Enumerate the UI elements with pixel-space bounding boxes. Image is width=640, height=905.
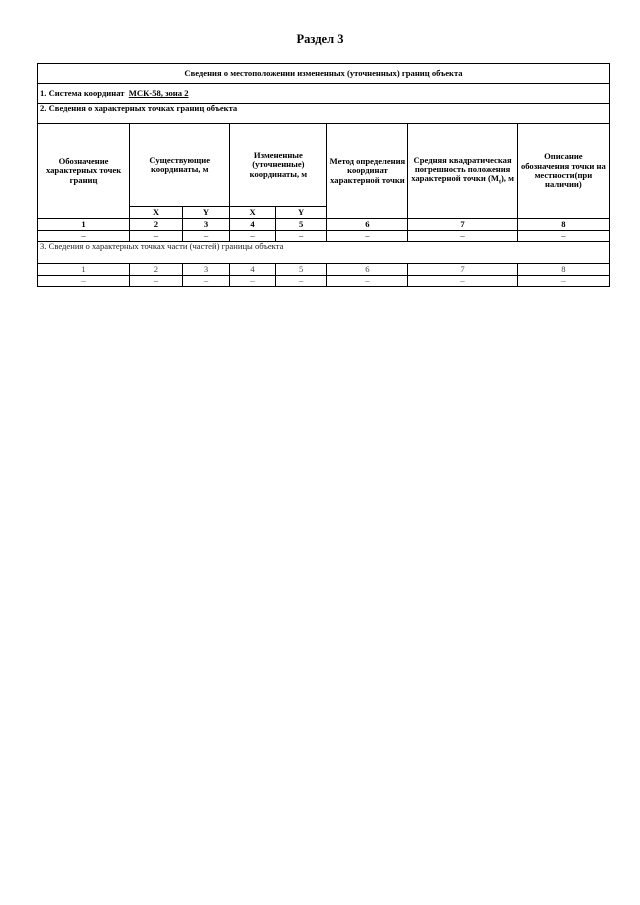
column-number-cell: 5 [275, 264, 327, 276]
column-number-cell: 2 [130, 219, 183, 231]
section3-column-numbers-row [38, 264, 610, 276]
header-row [38, 124, 610, 207]
header-existing-x: X [130, 207, 183, 219]
table-cell: – [408, 276, 517, 287]
table-cell: – [517, 231, 609, 242]
column-number-cell: 7 [408, 264, 517, 276]
coord-system-value: МСК-58, зона 2 [128, 87, 189, 98]
table-cell: – [130, 231, 183, 242]
header-existing-y: Y [182, 207, 230, 219]
header-existing-coords: Существующие координаты, м [130, 124, 230, 207]
table-cell: – [38, 276, 130, 287]
header-point-designation: Обозначение характерных точек границ [38, 124, 130, 219]
table-cell: – [275, 231, 327, 242]
table-cell: – [38, 231, 130, 242]
column-numbers-row [38, 219, 610, 231]
table-caption-row [38, 64, 610, 84]
table-cell: – [275, 276, 327, 287]
table-cell: – [327, 276, 408, 287]
column-number-cell: 3 [182, 219, 230, 231]
section3-title-row [38, 242, 610, 264]
coord-system-label: 1. Система координат [40, 87, 125, 98]
table-cell: – [408, 231, 517, 242]
table-cell: – [230, 276, 276, 287]
column-number-cell: 8 [517, 219, 609, 231]
coord-system-row [38, 84, 610, 104]
header-changed-x: X [230, 207, 276, 219]
section2-title: 2. Сведения о характерных точках границ объекта [38, 104, 610, 124]
table-caption: Сведения о местоположении измененных (уточненных) границ объекта [38, 64, 610, 84]
table-cell: – [182, 231, 230, 242]
column-number-cell: 6 [327, 264, 408, 276]
column-number-cell: 3 [182, 264, 230, 276]
header-description: Описание обозначения точки на местности(при наличии) [517, 124, 609, 219]
column-number-cell: 4 [230, 219, 276, 231]
boundary-points-table [37, 63, 610, 287]
column-number-cell: 8 [517, 264, 609, 276]
page-title: Раздел 3 [296, 32, 344, 46]
table-row [38, 231, 610, 242]
table-cell: – [327, 231, 408, 242]
column-number-cell: 1 [38, 264, 130, 276]
section3-title: 3. Сведения о характерных точках части (частей) границы объекта [38, 242, 610, 264]
section2-title-row [38, 104, 610, 124]
header-changed-y: Y [275, 207, 327, 219]
column-number-cell: 6 [327, 219, 408, 231]
column-number-cell: 5 [275, 219, 327, 231]
table-cell: – [182, 276, 230, 287]
coord-system-cell [38, 84, 610, 104]
table-cell: – [517, 276, 609, 287]
table-cell: – [130, 276, 183, 287]
column-number-cell: 7 [408, 219, 517, 231]
table-row [38, 276, 610, 287]
header-method: Метод определения координат характерной точки [327, 124, 408, 219]
column-number-cell: 1 [38, 219, 130, 231]
header-changed-coords: Измененные (уточненные) координаты, м [230, 124, 327, 207]
header-mean-error: Средняя квадратическая погрешность положения характерной точки $(M_t)$, м [408, 124, 517, 219]
column-number-cell: 2 [130, 264, 183, 276]
column-number-cell: 4 [230, 264, 276, 276]
table-cell: – [230, 231, 276, 242]
